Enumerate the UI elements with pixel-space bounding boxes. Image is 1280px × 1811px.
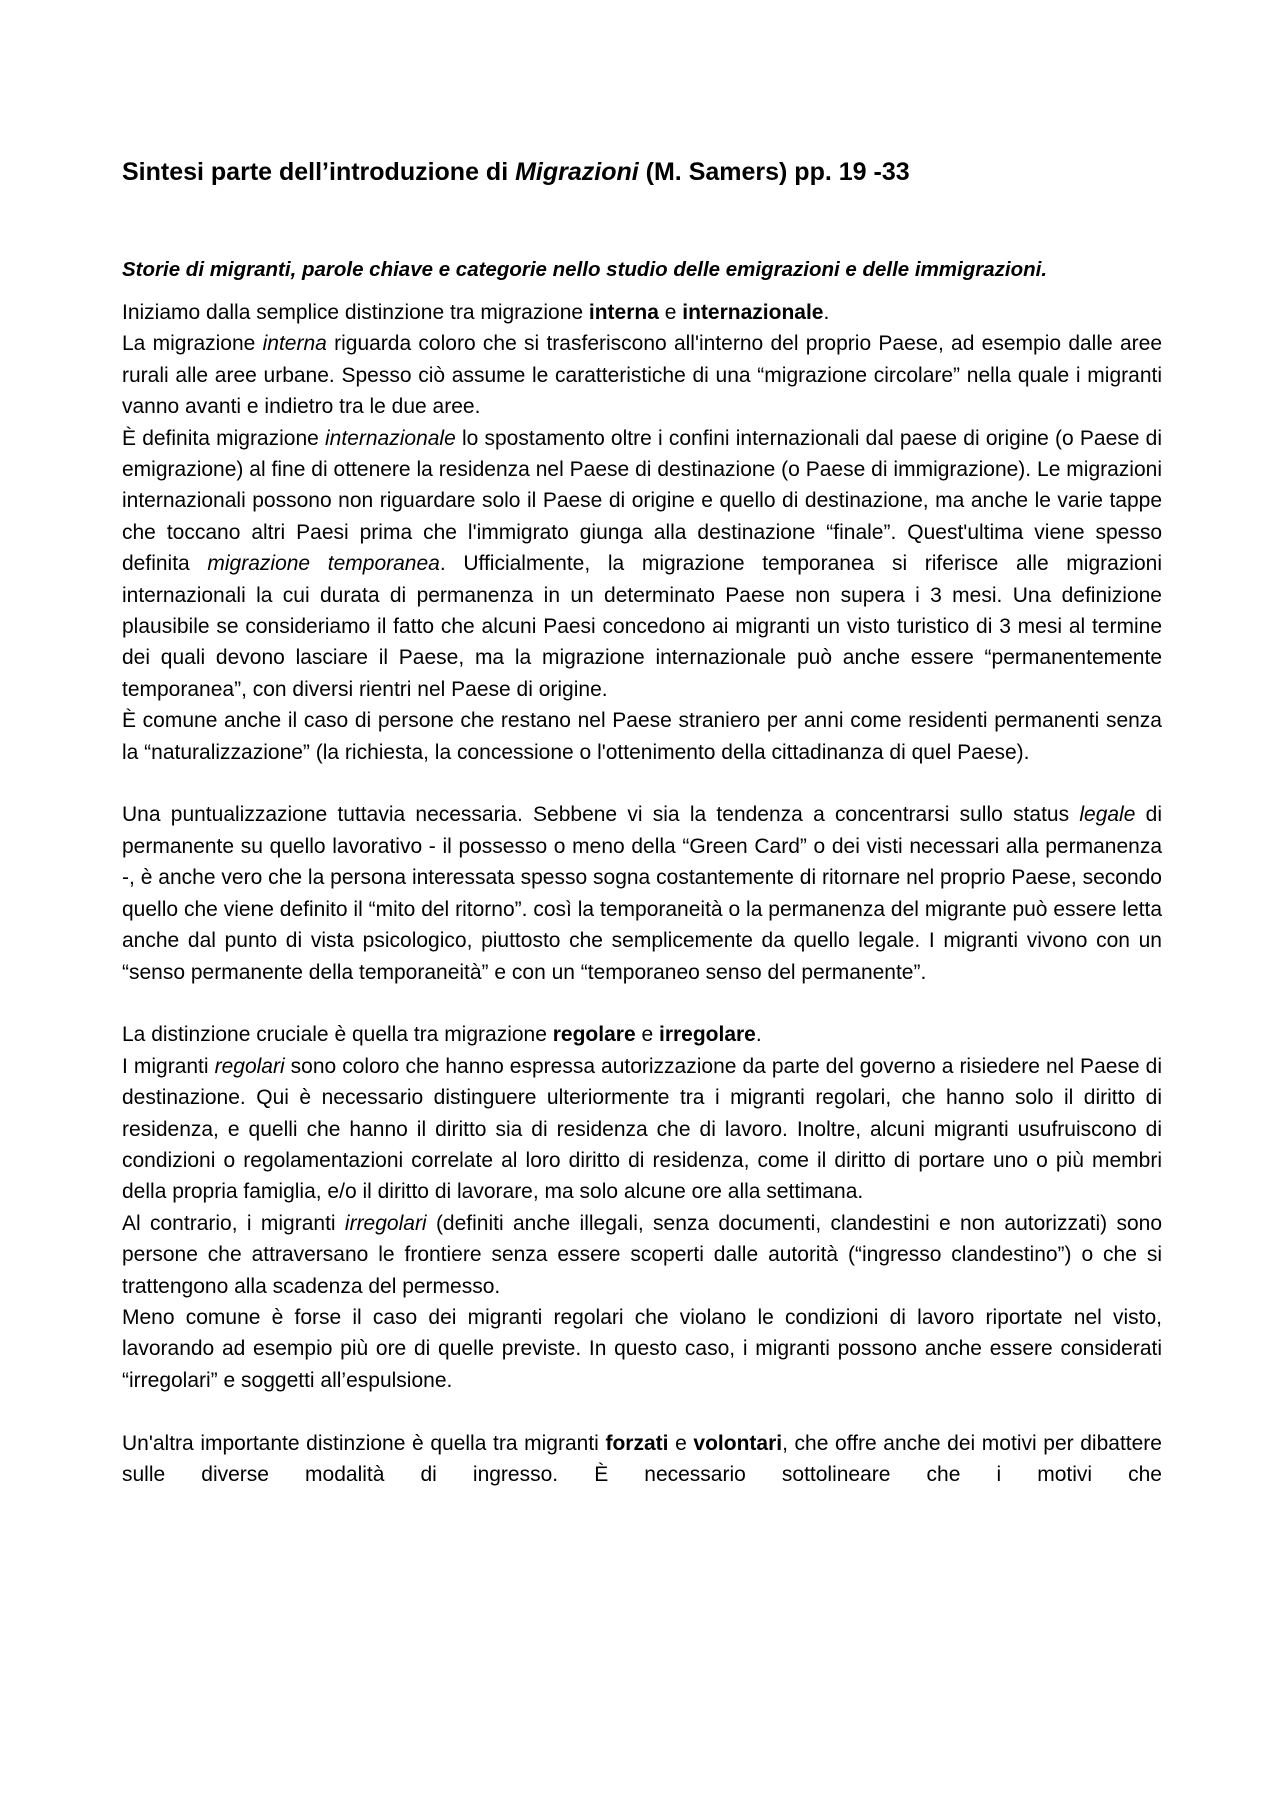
paragraph-irregular-migrants: Al contrario, i migranti irregolari (definiti anche illegali, senza documenti, clandestini e non autorizzati) sono persone che attraversano le frontiere senza essere scoperti dalle autorità (“ingresso clandestino”) o che si trattengono alla scadenza del permesso. (122, 1211, 1163, 1298)
paragraph-spacer (122, 768, 1162, 799)
paragraph-regular-migrants: I migranti regolari sono coloro che hanno espressa autorizzazione da parte del governo a risiedere nel Paese di destinazione. Qui è necessario distinguere ulteriormente tra i migranti regolari, che hanno solo il diritto di residenza, e quelli che hanno il diritto sia di residenza che di lavoro. Inoltre, alcuni migranti usufruiscono di condizioni o regolamentazioni correlate al loro diritto di residenza, come il diritto di portare uno o più membri della propria famiglia, e/o il diritto di lavorare, ma solo alcune ore alla settimana. (122, 1054, 1162, 1204)
paragraph-forced-voluntary: Un'altra importante distinzione è quella tra migranti forzati e volontari, che offre anche dei motivi per dibattere sulle diverse modalità di ingresso. È necessario sottolineare che i motivi che (122, 1431, 1162, 1486)
document-content (122, 154, 1162, 1490)
document-title: Sintesi parte dell’introduzione di Migrazioni (M. Samers) pp. 19 -33 (122, 158, 910, 186)
paragraph-international-migration: È definita migrazione internazionale lo spostamento oltre i confini internazionali dal paese di origine (o Paese di emigrazione) al fine di ottenere la residenza nel Paese di destinazione (o Paese di immigrazione). Le migrazioni internazionali possono non riguardare solo il Paese di origine e quello di destinazione, ma anche le varie tappe che toccano altri Paesi prima che l'immigrato giunga alla destinazione “finale”. Quest'ultima viene spesso definita migrazione temporanea. Ufficialmente, la migrazione temporanea si riferisce alle migrazioni internazionali la cui durata di permanenza in un determinato Paese non supera i 3 mesi. Una definizione plausibile se consideriamo il fatto che alcuni Paesi concedono ai migranti un visto turistico di 3 mesi al termine dei quali devono lasciare il Paese, ma la migrazione internazionale può anche essere “permanentemente temporanea”, con diversi rientri nel Paese di origine. (122, 426, 1162, 701)
paragraph-spacer (122, 988, 1162, 1019)
paragraph-naturalization: È comune anche il caso di persone che restano nel Paese straniero per anni come residenti permanenti senza la “naturalizzazione” (la richiesta, la concessione o l'ottenimento della cittadinanza di quel Paese). (122, 709, 1162, 764)
section-subtitle: Storie di migranti, parole chiave e categorie nello studio delle emigrazioni e delle immigrazioni. (122, 258, 1048, 281)
paragraph-intro: Iniziamo dalla semplice distinzione tra migrazione interna e internazionale. (122, 301, 830, 324)
paragraph-regular-irregular: La distinzione cruciale è quella tra migrazione regolare e irregolare. (122, 1023, 762, 1047)
paragraph-clarification: Una puntualizzazione tuttavia necessaria. Sebbene vi sia la tendenza a concentrarsi sullo status legale di permanente su quello lavorativo - il possesso o meno della “Green Card” o dei visti necessari alla permanenza -, è anche vero che la persona interessata spesso sogna costantemente di ritornare nel proprio Paese, secondo quello che viene definito il “mito del ritorno”. così la temporaneità o la permanenza del migrante può essere letta anche dal punto di vista psicologico, piuttosto che semplicemente da quello legale. I migranti vivono con un “senso permanente della temporaneità” e con un “temporaneo senso del permanente”. (122, 803, 1162, 984)
paragraph-visa-violation: Meno comune è forse il caso dei migranti regolari che violano le condizioni di lavoro riportate nel visto, lavorando ad esempio più ore di quelle previste. In questo caso, i migranti possono anche essere considerati “irregolari” e soggetti all’espulsione. (122, 1305, 1162, 1392)
document-body (122, 297, 1162, 1490)
paragraph-spacer (122, 1396, 1162, 1427)
title-book-name: Migrazioni (515, 158, 639, 186)
paragraph-internal-migration: La migrazione interna riguarda coloro che si trasferiscono all'interno del proprio Paese, ad esempio dalle aree rurali alle aree urbane. Spesso ciò assume le caratteristiche di una “migrazione circolare” nella quale i migranti vanno avanti e indietro tra le due aree. (122, 332, 1162, 419)
